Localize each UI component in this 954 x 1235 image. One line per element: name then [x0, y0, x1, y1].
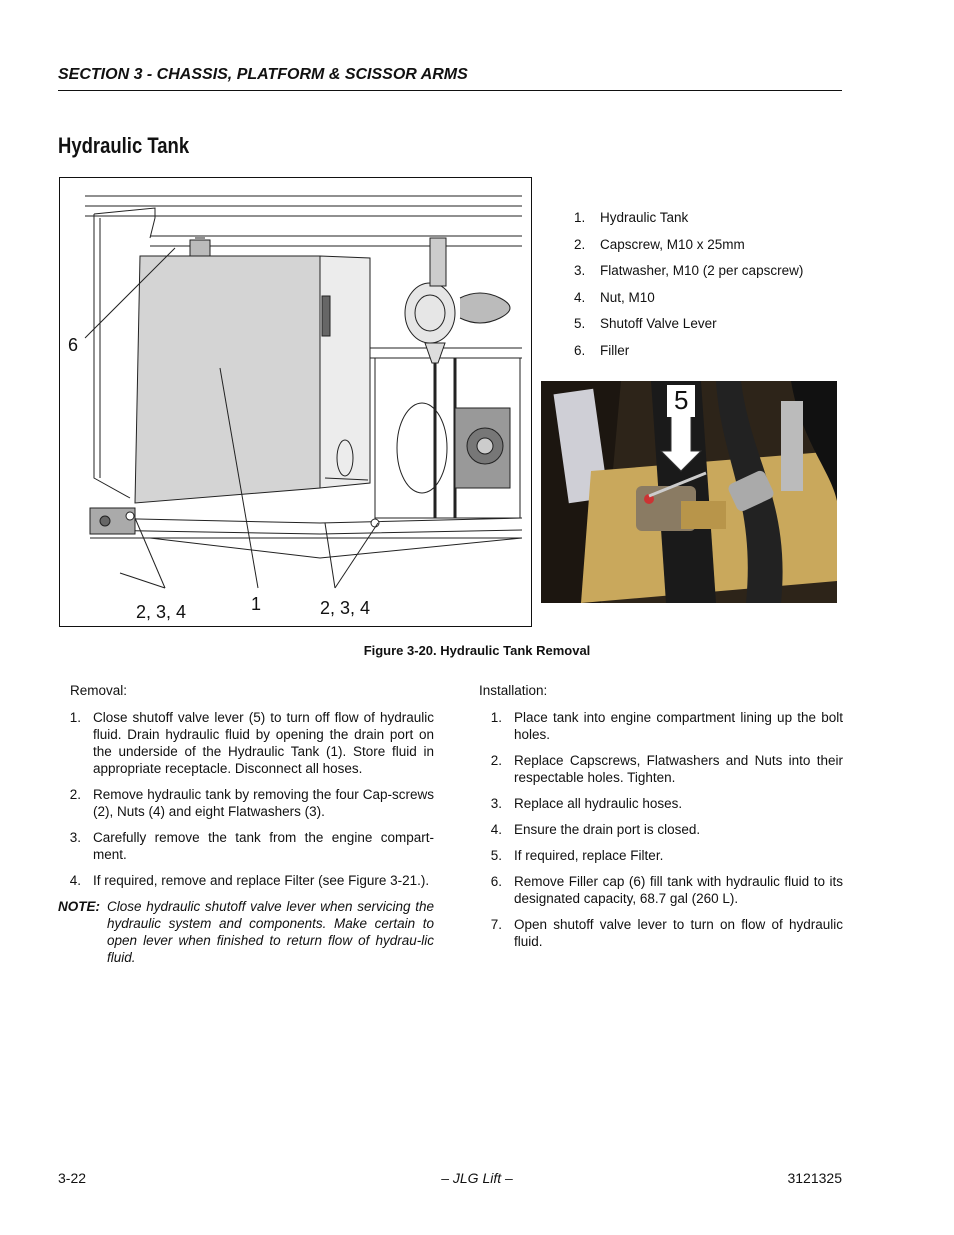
callout-2-3-4-right: 2, 3, 4	[320, 598, 371, 618]
removal-steps	[58, 709, 434, 889]
document-number: 3121325	[787, 1170, 842, 1186]
installation-heading: Installation:	[479, 683, 548, 698]
removal-heading: Removal:	[70, 683, 128, 698]
figure-legend	[574, 210, 803, 369]
legend-item: 6. Filler	[574, 342, 630, 358]
section-header: SECTION 3 - CHASSIS, PLATFORM & SCISSOR ARMS	[58, 66, 468, 83]
hydraulic-tank-drawing	[59, 177, 532, 627]
list-item: 3. Replace all hydraulic hoses.	[490, 796, 683, 811]
list-item: 5. If required, replace Filter.	[490, 848, 664, 863]
list-item: 1. Place tank into engine compartment lining up the bolt holes.	[490, 710, 843, 742]
list-item: 7. Open shutoff valve lever to turn on flow of hydraulic fluid.	[490, 917, 843, 949]
header-divider	[58, 90, 842, 91]
callout-5: 5	[674, 385, 689, 415]
list-item: 2. Remove hydraulic tank by removing the four Cap-screws (2), Nuts (4) and eight Flatwashers (3).	[69, 787, 434, 819]
list-item: 3. Carefully remove the tank from the engine compart-ment.	[69, 830, 434, 862]
list-item: 4. If required, remove and replace Filter (see Figure 3-21.).	[69, 873, 430, 888]
page-title: Hydraulic Tank	[58, 133, 190, 158]
removal-section	[58, 682, 434, 966]
figure-caption: Figure 3-20. Hydraulic Tank Removal	[363, 643, 591, 658]
legend-item: 1. Hydraulic Tank	[574, 210, 689, 225]
legend-item: 2. Capscrew, M10 x 25mm	[574, 236, 745, 252]
callout-2-3-4-left: 2, 3, 4	[136, 602, 187, 622]
list-item: 2. Replace Capscrews, Flatwashers and Nuts into their respectable holes. Tighten.	[490, 753, 843, 785]
callout-6: 6	[68, 335, 79, 355]
note-text: Close hydraulic shutoff valve lever when servicing the hydraulic system and components. Make certain to open lever when finished to return flow of hydrau-lic fluid.	[107, 899, 434, 965]
installation-section	[479, 682, 843, 959]
legend-item: 5. Shutoff Valve Lever	[574, 316, 717, 331]
installation-steps	[479, 709, 843, 950]
shutoff-valve-photo	[541, 381, 837, 603]
note-block	[58, 898, 434, 966]
legend-item: 3. Flatwasher, M10 (2 per capscrew)	[574, 263, 804, 278]
footer-brand: – JLG Lift –	[441, 1170, 513, 1186]
page-number: 3-22	[58, 1170, 87, 1186]
callout-1: 1	[251, 594, 262, 614]
list-item: 4. Ensure the drain port is closed.	[490, 822, 701, 837]
legend-item: 4. Nut, M10	[574, 289, 655, 305]
list-item: 6. Remove Filler cap (6) fill tank with hydraulic fluid to its designated capacity, 68.7 gal (260 L).	[490, 874, 843, 906]
list-item: 1. Close shutoff valve lever (5) to turn off flow of hydraulic fluid. Drain hydraulic fluid by opening the drain port on the underside of the Hydraulic Tank (1). Store fluid in appropriate receptacle. Disconnect all hoses.	[69, 710, 434, 776]
note-label: NOTE:	[58, 899, 100, 914]
